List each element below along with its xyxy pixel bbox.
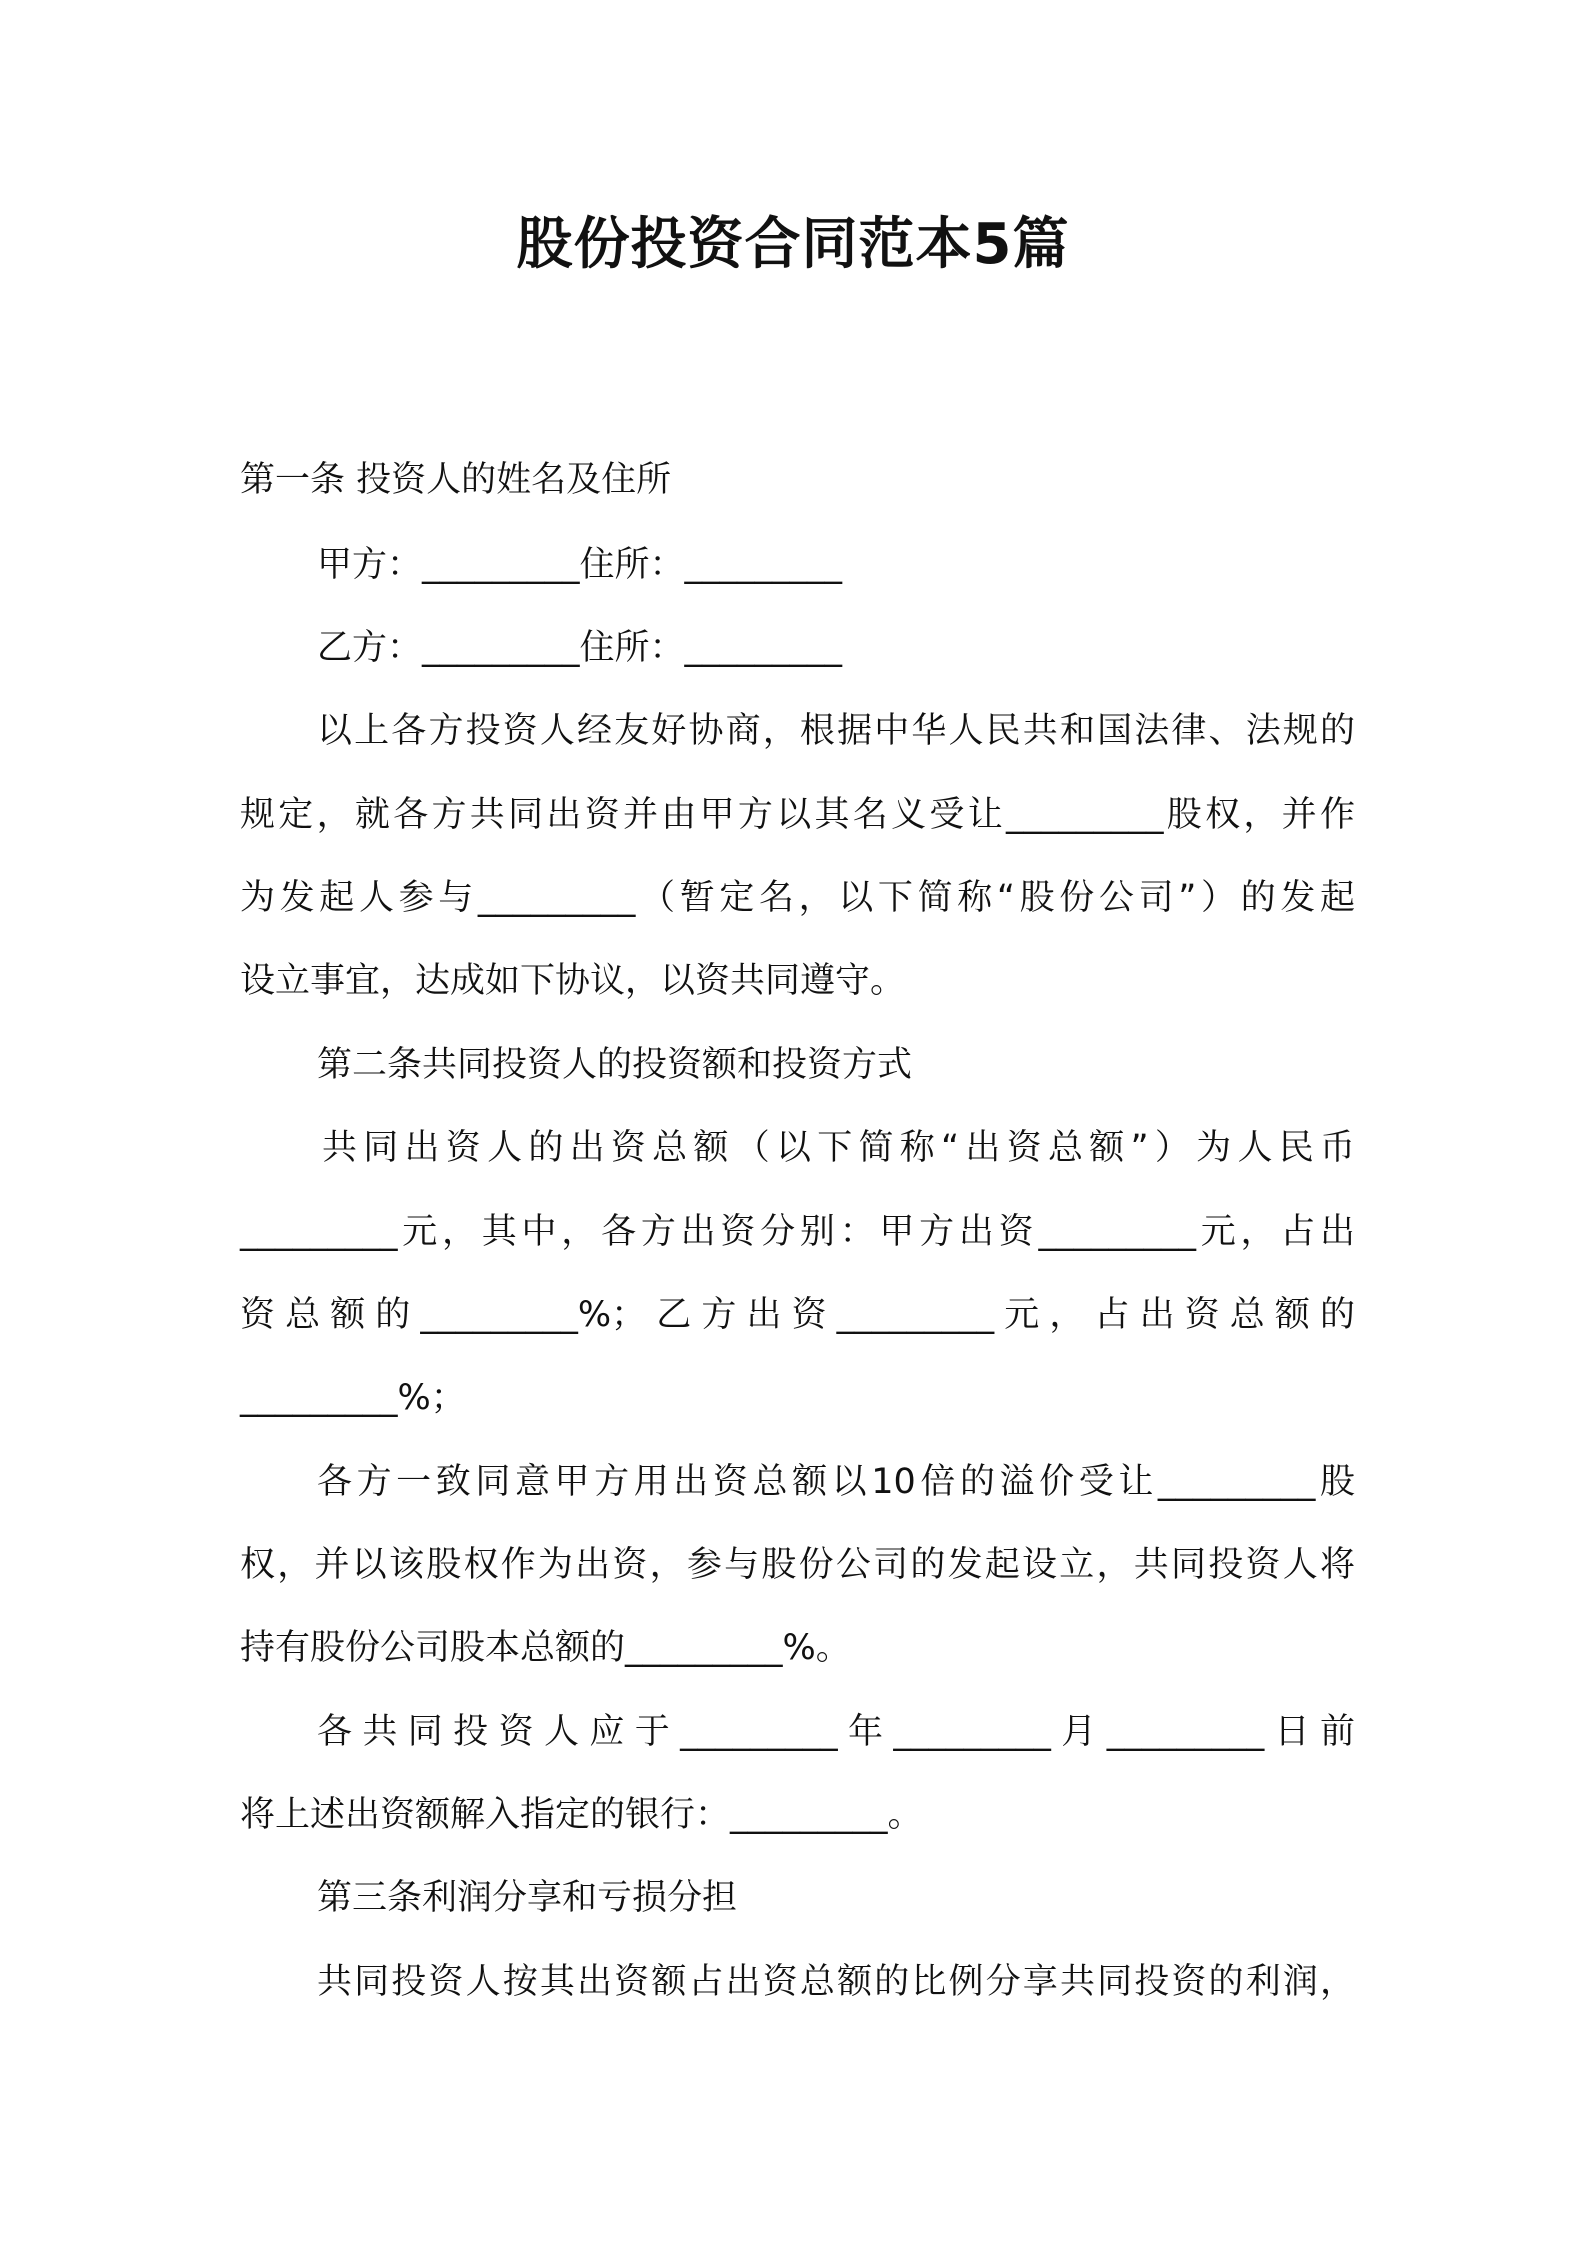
- article-3-heading: 第三条利润分享和亏损分担: [317, 1878, 738, 1918]
- paragraph-line: 设立事宜，达成如下协议，以资共同遵守。: [240, 961, 906, 1001]
- paragraph-line: _________元，其中，各方出资分别：甲方出资_________元，占出: [240, 1212, 1355, 1252]
- paragraph-line: 权，并以该股权作为出资，参与股份公司的发起设立，共同投资人将: [240, 1545, 1355, 1585]
- paragraph-line: 将上述出资额解入指定的银行：_________。: [240, 1795, 923, 1835]
- paragraph-line: 规定，就各方共同出资并由甲方以其名义受让_________股权，并作: [240, 795, 1355, 835]
- paragraph-line: 共同出资人的出资总额（以下简称“出资总额”）为人民币: [322, 1128, 1355, 1168]
- paragraph-line: 为发起人参与_________（暂定名，以下简称“股份公司”）的发起: [240, 878, 1355, 918]
- paragraph-line: 共同投资人按其出资额占出资总额的比例分享共同投资的利润，: [317, 1962, 1355, 2002]
- paragraph-line: 以上各方投资人经友好协商，根据中华人民共和国法律、法规的: [317, 711, 1355, 751]
- paragraph-line: 各方一致同意甲方用出资总额以10倍的溢价受让_________股: [317, 1462, 1355, 1502]
- paragraph-line: _________%；: [240, 1378, 466, 1418]
- article-1-heading: 第一条 投资人的姓名及住所: [240, 460, 672, 500]
- paragraph-line: 持有股份公司股本总额的_________%。: [240, 1628, 851, 1668]
- paragraph-line: 各共同投资人应于_________年_________月_________日前: [317, 1712, 1355, 1752]
- party-b-line: 乙方：_________住所：_________: [317, 628, 843, 668]
- party-a-line: 甲方：_________住所：_________: [317, 545, 843, 585]
- document-title: 股份投资合同范本5篇: [516, 212, 1070, 277]
- article-2-heading: 第二条共同投资人的投资额和投资方式: [317, 1045, 913, 1085]
- paragraph-line: 资总额的_________%；乙方出资_________元，占出资总额的: [240, 1295, 1355, 1335]
